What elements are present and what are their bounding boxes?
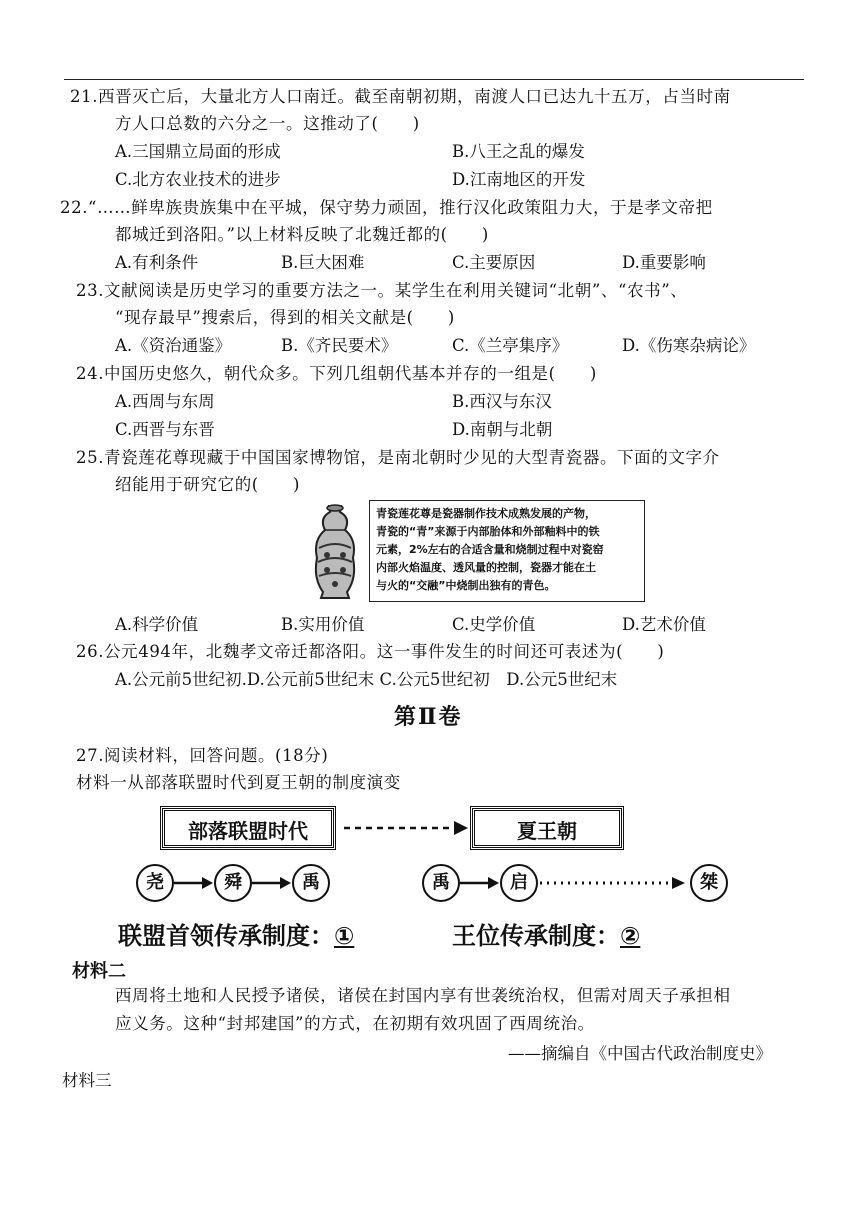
q22-stem-line2: 都城迁到洛阳。”以上材料反映了北魏迁都的( ) [115,225,489,244]
dashed-arrow [342,818,472,838]
q25-option-b: B.实用价值 [281,615,365,634]
dotted-arrow-icon [538,875,688,891]
label-right-text: 王位传承制度： [452,922,620,950]
q21-option-a: A.三国鼎立局面的形成 [115,142,281,161]
box-tribal-alliance: 部落联盟时代 [162,808,334,848]
q24-stem: 24.中国历史悠久，朝代众多。下列几组朝代基本并存的一组是( ) [76,364,597,383]
q24-option-d: D.南朝与北朝 [452,420,553,439]
chain-right-node-2: 启 [500,864,538,902]
q22-option-b: B.巨大困难 [281,253,365,272]
q21-option-b: B.八王之乱的爆发 [452,142,585,161]
q21-option-d: D.江南地区的开发 [452,170,586,189]
chain-left-node-3: 禹 [292,864,330,902]
box-xia-dynasty: 夏王朝 [472,808,622,848]
q21-stem-line2: 方人口总数的六分之一。这推动了( ) [115,114,420,133]
top-rule [64,79,804,80]
arrow-icon [174,875,214,891]
diagram-label-left [118,916,354,951]
q23-option-c: C.《兰亭集序》 [452,336,569,355]
material1-title: 材料一从部落联盟时代到夏王朝的制度演变 [76,773,401,792]
diagram-label-right [452,916,640,951]
chain-left-node-2: 舜 [214,864,252,902]
q22-option-c: C.主要原因 [452,253,536,272]
q23-option-d: D.《伤寒杂病论》 [622,336,756,355]
q24-option-c: C.西晋与东晋 [115,420,215,439]
q21-option-c: C.北方农业技术的进步 [115,170,281,189]
arrow-icon [460,875,500,891]
q25-option-d: D.艺术价值 [622,615,706,634]
q27-head: 27.阅读材料，回答问题。(18分) [76,746,329,765]
q23-stem-line1: 23.文献阅读是历史学习的重要方法之一。某学生在利用关键词“北朝”、“农书”、 [76,281,688,300]
q23-option-b: B.《齐民要术》 [281,336,398,355]
q24-option-a: A.西周与东周 [115,392,215,411]
material2-line1: 西周将土地和人民授予诸侯，诸侯在封国内享有世袭统治权，但需对周天子承担相 [115,986,731,1005]
material3-title: 材料三 [62,1071,112,1090]
chain-right-node-1: 禹 [422,864,460,902]
succession-diagram [100,804,780,954]
vase-description: 青瓷莲花尊是瓷器制作技术成熟发展的产物， 青瓷的“青”来源于内部胎体和外部釉料中的铁 元素，2%左右的合适含量和烧制过程中对瓷窑 内部火焰温度、透风量的控制，瓷器才能在土 与火的“交融”中烧制出独有的青色。 [369,500,645,602]
chain-right-node-3: 桀 [690,864,728,902]
vase-figure [305,500,645,602]
q25-stem-line2: 绍能用于研究它的( ) [115,475,301,494]
material2-line2: 应义务。这种“封邦建国”的方式，在初期有效巩固了西周统治。 [115,1014,595,1033]
chain-left-node-1: 尧 [136,864,174,902]
label-left-text: 联盟首领传承制度： [118,922,334,950]
q24-option-b: B.西汉与东汉 [452,392,552,411]
q25-option-c: C.史学价值 [452,615,536,634]
material2-credit: ——摘编自《中国古代政治制度史》 [508,1044,772,1063]
q26-options: A.公元前5世纪初.D.公元前5世纪末 C.公元5世纪初 D.公元5世纪末 [115,670,618,689]
vase-icon [305,500,365,602]
q26-stem: 26.公元494年，北魏孝文帝迁都洛阳。这一事件发生的时间还可表述为( ) [76,642,665,661]
arrow-icon [252,875,292,891]
q25-option-a: A.科学价值 [115,615,199,634]
q22-option-d: D.重要影响 [622,253,706,272]
blank-1: ① [334,922,355,950]
q21-stem-line1: 21.西晋灭亡后，大量北方人口南迁。截至南朝初期，南渡人口已达九十五万，占当时南 [70,87,731,106]
q23-option-a: A.《资治通鉴》 [115,336,232,355]
blank-2: ② [620,922,641,950]
q25-stem-line1: 25.青瓷莲花尊现藏于中国国家博物馆，是南北朝时少见的大型青瓷器。下面的文字介 [76,448,720,467]
q22-stem-line1: 22.“……鲜卑族贵族集中在平城，保守势力顽固，推行汉化政策阻力大，于是孝文帝把 [60,198,713,217]
q22-option-a: A.有利条件 [115,253,199,272]
q23-stem-line2: “现存最早”搜索后，得到的相关文献是( ) [115,308,455,327]
section-title: 第Ⅱ卷 [394,704,463,730]
material2-title: 材料二 [72,961,126,982]
